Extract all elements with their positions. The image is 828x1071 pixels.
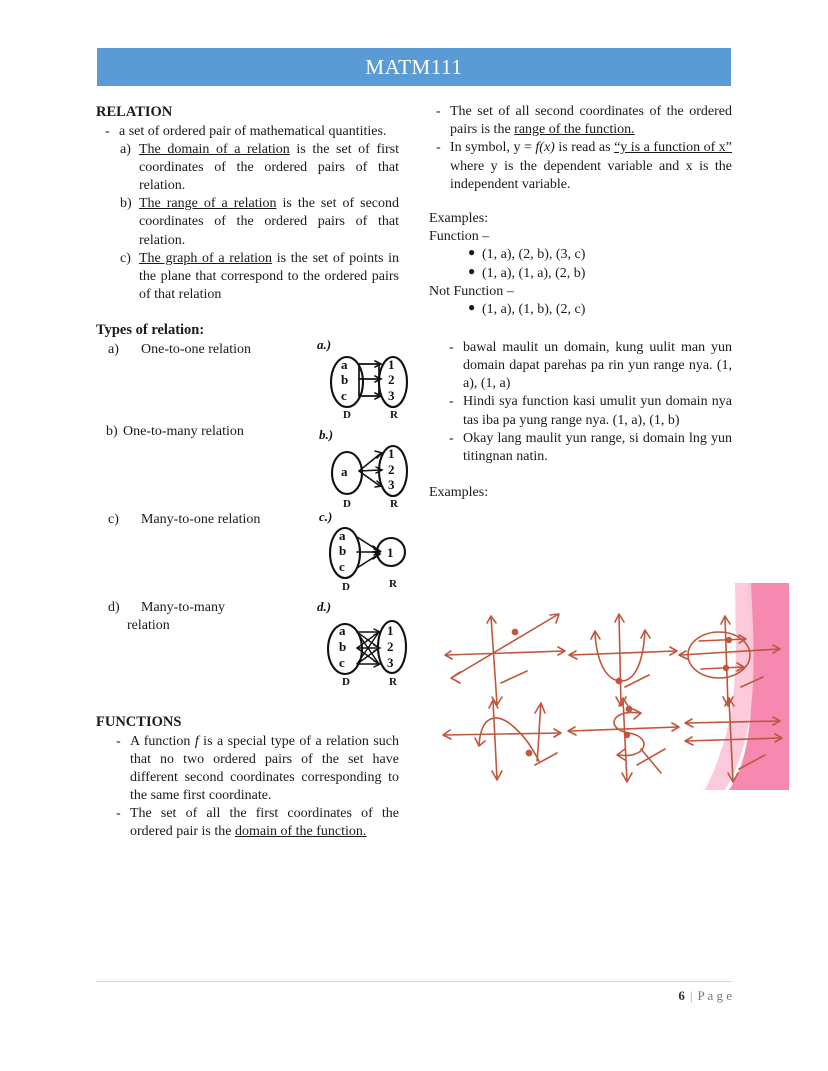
list-item (120, 250, 399, 305)
svg-text:a: a (339, 527, 346, 543)
function-symbol-f: f (194, 733, 199, 749)
type-label (108, 599, 247, 635)
dash-bullet-icon: - (449, 430, 454, 446)
svg-text:3: 3 (387, 654, 394, 670)
svg-text:D: D (342, 675, 350, 688)
function-example-text: (1, a), (1, a), (2, b) (482, 265, 586, 281)
relation-term-range-rest: is the set of second coordinates of the ordered pairs of that relation. (139, 196, 399, 248)
list-item (105, 123, 399, 141)
svg-text:3: 3 (388, 387, 395, 403)
relation-intro-text: a set of ordered pair of mathematical quantities. (119, 123, 387, 139)
list-marker: d) (108, 599, 120, 615)
svg-text:a.): a.) (317, 336, 332, 352)
dash-bullet-icon: - (436, 140, 441, 156)
type-label (108, 511, 302, 529)
svg-text:2: 2 (388, 461, 395, 477)
type-row-one-to-many (96, 423, 399, 511)
bullet-dot-icon: ● (468, 263, 476, 278)
not-function-label: Not Function – (429, 284, 514, 300)
note-text: bawal maulit un domain, kung uulit man yun domain dapat parehas pa rin yun range nya. (1, a), (1, a) (463, 339, 732, 392)
footer-divider (96, 981, 732, 982)
mapping-diagram-svg (315, 335, 411, 421)
symbol-def-post: where y is the dependent variable and x is the independent variable. (450, 158, 732, 192)
sketch-1 (445, 614, 565, 705)
relation-term-graph-rest: is the set of points in the plane that correspond to the ordered pairs of that relation (139, 250, 399, 303)
list-item (116, 733, 399, 806)
y-is-a-function-of-x-term: “y is a function of x” (614, 140, 733, 156)
functions-list (96, 733, 399, 842)
function-example-text: (1, a), (2, b), (3, c) (482, 247, 586, 263)
range-def-pre: The set of all second coordinates of the ordered pairs is the (450, 104, 732, 138)
sketch-5 (568, 698, 679, 782)
list-item (449, 393, 732, 429)
svg-text:1: 1 (388, 356, 395, 372)
not-function-examples-list (429, 301, 732, 319)
function-def-pre: A function (130, 733, 195, 749)
svg-text:d.): d.) (317, 598, 332, 614)
type-row-many-to-one (96, 508, 399, 599)
vertical-line-test-svg (429, 583, 789, 790)
symbol-def-mid: is read as (554, 140, 615, 156)
function-domain-term: domain of the function. (234, 824, 367, 840)
tagalog-notes-list (429, 339, 732, 466)
examples-heading-2: Examples: (429, 485, 489, 501)
svg-text:1: 1 (388, 445, 395, 461)
footer (678, 988, 732, 1004)
list-item (436, 139, 732, 194)
examples-heading-1: Examples: (429, 210, 489, 226)
type-row-many-to-many (96, 599, 399, 691)
footer-separator: | (689, 988, 693, 1003)
list-item (436, 103, 732, 139)
mapping-diagram-svg (315, 423, 411, 509)
relation-term-range: The range of a relation (139, 196, 277, 212)
svg-text:a: a (341, 463, 348, 479)
svg-text:b: b (339, 542, 347, 558)
note-text: Hindi sya function kasi umulit yun domain nya tas iba pa yung range nya. (1, a), (1, b) (463, 394, 732, 428)
relation-heading: RELATION (96, 104, 173, 120)
sketch-2 (569, 614, 677, 706)
bullet-dot-icon: ● (468, 300, 476, 315)
list-item (468, 265, 732, 283)
dash-bullet-icon: - (449, 394, 454, 410)
banner-title-text: MATM111 (365, 54, 463, 79)
sketch-4 (443, 700, 561, 780)
list-item (449, 339, 732, 394)
function-label: Function – (429, 229, 490, 245)
svg-text:3: 3 (388, 476, 395, 492)
function-notation-fx: f(x) (535, 140, 555, 156)
vertical-line-test-figure (429, 583, 789, 790)
svg-text:D: D (343, 408, 351, 421)
list-marker: b) (120, 196, 132, 212)
left-column (96, 103, 399, 842)
functions-heading: FUNCTIONS (96, 713, 182, 730)
mapping-diagram-one-to-many (315, 423, 411, 514)
continued-definitions-list (429, 103, 732, 194)
svg-text:R: R (390, 408, 398, 421)
content-columns (96, 103, 732, 953)
list-item (468, 301, 732, 319)
mapping-diagram-svg (315, 507, 411, 595)
svg-text:2: 2 (388, 371, 395, 387)
not-function-example-text: (1, a), (1, b), (2, c) (482, 302, 586, 318)
relation-term-domain-rest: is the set of first coordinates of the ordered pairs of that relation. (139, 141, 399, 194)
bullet-dot-icon: ● (468, 245, 476, 260)
function-def-post: is a special type of a relation such that no two ordered pairs of the set have different second coordinates corresponding to the same first coordinate. (130, 733, 399, 804)
svg-text:D: D (343, 497, 351, 509)
type-row-one-to-one (96, 336, 399, 423)
page-number: 6 (678, 988, 685, 1003)
svg-text:b: b (341, 371, 349, 387)
svg-text:R: R (389, 675, 397, 688)
mapping-diagram-many-to-many (313, 597, 411, 694)
relation-term-domain: The domain of a relation (139, 141, 290, 157)
list-item (449, 430, 732, 466)
type-label-text: One-to-one relation (141, 341, 252, 357)
title-banner (97, 48, 731, 86)
relation-term-graph: The graph of a relation (139, 250, 273, 266)
symbol-def-pre: In symbol, y = (450, 140, 536, 156)
svg-text:b.): b.) (319, 426, 334, 442)
types-of-relation-heading: Types of relation: (96, 322, 205, 339)
list-marker: a) (120, 141, 131, 157)
relation-definitions-list (96, 141, 399, 305)
mapping-diagram-svg (313, 597, 411, 689)
svg-text:c: c (341, 387, 347, 403)
mapping-diagram-one-to-one (315, 335, 411, 426)
relation-intro-list (96, 123, 399, 141)
function-domain-pre: The set of all the first coordinates of the ordered pair is the (130, 806, 399, 840)
svg-text:R: R (389, 577, 397, 590)
dash-bullet-icon: - (436, 104, 441, 119)
list-item (120, 195, 399, 250)
type-label (108, 341, 302, 359)
svg-text:2: 2 (387, 638, 394, 654)
list-item (116, 805, 399, 841)
svg-text:c: c (339, 654, 345, 670)
svg-text:a: a (341, 356, 348, 372)
footer-label: P a g e (697, 988, 732, 1003)
list-marker: b) (106, 423, 118, 439)
list-marker: c) (120, 250, 131, 266)
svg-text:a: a (339, 622, 346, 638)
list-marker: c) (108, 511, 119, 527)
svg-text:1: 1 (387, 622, 394, 638)
mapping-diagram-many-to-one (315, 507, 411, 600)
svg-text:c: c (339, 558, 345, 574)
svg-text:1: 1 (387, 544, 394, 560)
list-marker: a) (108, 341, 119, 357)
range-of-the-function-term: range of the function. (514, 122, 635, 138)
dash-bullet-icon: - (105, 123, 110, 139)
list-item (120, 141, 399, 196)
type-label-text: Many-to-many relation (127, 599, 225, 634)
dash-bullet-icon: - (449, 339, 454, 355)
note-text: Okay lang maulit yun range, si domain lng yun titingnan natin. (463, 430, 732, 465)
type-label-text: Many-to-one relation (141, 511, 261, 527)
svg-text:b: b (339, 638, 347, 654)
type-label-text: One-to-many relation (123, 423, 244, 439)
right-column (429, 103, 732, 502)
dash-bullet-icon: - (116, 806, 121, 822)
svg-text:c.): c.) (319, 508, 333, 524)
svg-text:R: R (390, 497, 398, 509)
svg-text:D: D (342, 580, 350, 593)
dash-bullet-icon: - (116, 733, 121, 749)
function-examples-list (429, 246, 732, 283)
pink-decoration (691, 583, 789, 790)
list-item (468, 246, 732, 264)
type-label (106, 423, 298, 441)
